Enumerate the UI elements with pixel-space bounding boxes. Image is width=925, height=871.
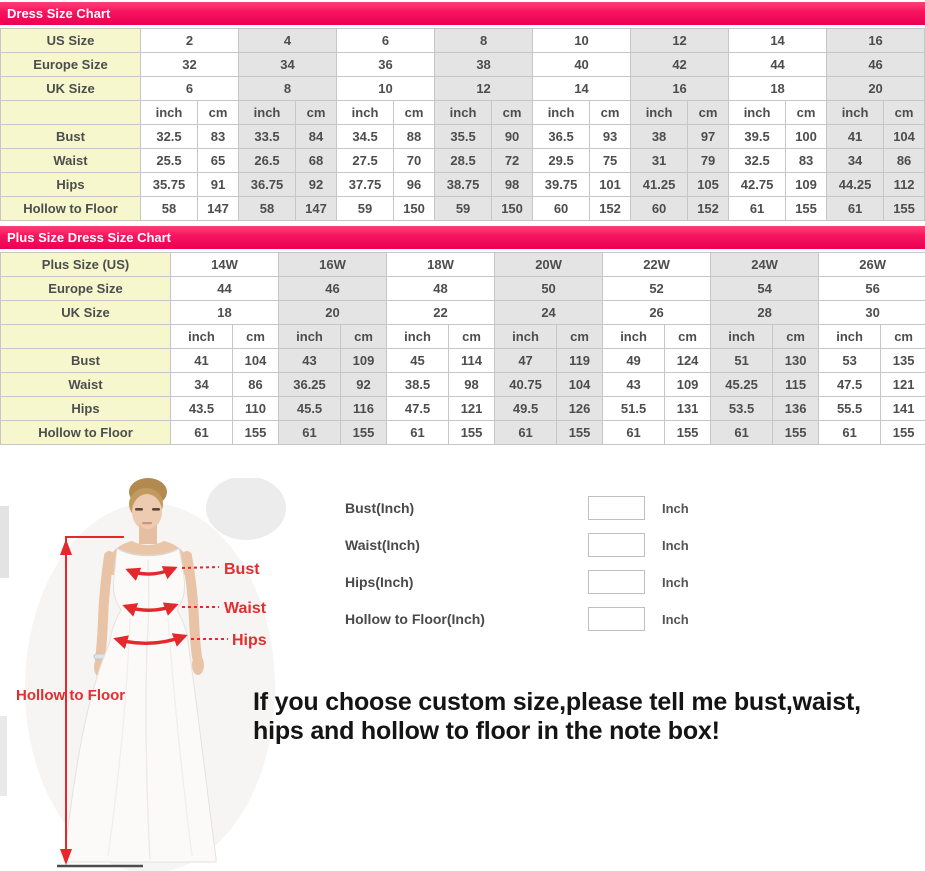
measure-cm-cell: 155 — [786, 197, 827, 221]
size-cell: 28 — [711, 301, 819, 325]
hollow-to-floor-input[interactable] — [588, 607, 645, 631]
unit-cm-cell: cm — [557, 325, 603, 349]
measure-cm-cell: 105 — [688, 173, 729, 197]
measure-cm-cell: 86 — [233, 373, 279, 397]
unit-inch-cell: inch — [141, 101, 198, 125]
bust-measure-label: Bust — [224, 561, 260, 578]
row-label-cell: Waist — [1, 373, 171, 397]
row-label-cell: UK Size — [1, 301, 171, 325]
measure-inch-cell: 25.5 — [141, 149, 198, 173]
size-cell: 12 — [435, 77, 533, 101]
measure-cm-cell: 93 — [590, 125, 631, 149]
unit-cm-cell: cm — [296, 101, 337, 125]
measure-inch-cell: 47.5 — [387, 397, 449, 421]
measure-cm-cell: 109 — [341, 349, 387, 373]
measure-inch-cell: 34 — [827, 149, 884, 173]
measurement-figure-svg — [0, 478, 340, 871]
left-eye — [135, 508, 143, 511]
measure-inch-cell: 35.5 — [435, 125, 492, 149]
measure-cm-cell: 83 — [198, 125, 239, 149]
custom-size-form — [345, 496, 705, 644]
measure-inch-cell: 41.25 — [631, 173, 688, 197]
plus-chart-title: Plus Size Dress Size Chart — [7, 230, 172, 245]
waist-field-label: Waist(Inch) — [345, 537, 420, 553]
bust-form-row — [345, 496, 705, 520]
unit-inch-cell: inch — [711, 325, 773, 349]
unit-inch-cell: inch — [827, 101, 884, 125]
hips-field-label: Hips(Inch) — [345, 574, 414, 590]
measure-cm-cell: 101 — [590, 173, 631, 197]
size-cell: 20 — [827, 77, 925, 101]
measure-inch-cell: 27.5 — [337, 149, 394, 173]
size-cell: 34 — [239, 53, 337, 77]
measure-inch-cell: 38.75 — [435, 173, 492, 197]
row-label-cell — [1, 325, 171, 349]
measure-inch-cell: 28.5 — [435, 149, 492, 173]
measure-cm-cell: 155 — [773, 421, 819, 445]
unit-cm-cell: cm — [341, 325, 387, 349]
measure-cm-cell: 104 — [557, 373, 603, 397]
measure-cm-cell: 155 — [665, 421, 711, 445]
measure-cm-cell: 104 — [233, 349, 279, 373]
measure-cm-cell: 124 — [665, 349, 711, 373]
measure-cm-cell: 155 — [341, 421, 387, 445]
unit-cm-cell: cm — [688, 101, 729, 125]
size-cell: 26W — [819, 253, 925, 277]
hips-form-row — [345, 570, 705, 594]
unit-inch-cell: inch — [819, 325, 881, 349]
measure-cm-cell: 147 — [296, 197, 337, 221]
measure-cm-cell: 147 — [198, 197, 239, 221]
measure-cm-cell: 86 — [884, 149, 925, 173]
measure-inch-cell: 53 — [819, 349, 881, 373]
hips-measure-label: Hips — [232, 632, 267, 649]
size-cell: 26 — [603, 301, 711, 325]
measure-cm-cell: 96 — [394, 173, 435, 197]
standard-size-table — [0, 28, 925, 221]
custom-size-notice — [253, 688, 925, 746]
measure-cm-cell: 88 — [394, 125, 435, 149]
size-cell: 20W — [495, 253, 603, 277]
unit-row — [1, 101, 925, 125]
standard-chart-title-bar — [0, 2, 925, 25]
row-label-cell: Europe Size — [1, 53, 141, 77]
unit-inch-cell: inch — [603, 325, 665, 349]
unit-inch-cell: inch — [729, 101, 786, 125]
size-cell: 16 — [827, 29, 925, 53]
measure-cm-cell: 141 — [881, 397, 925, 421]
measure-inch-cell: 43 — [603, 373, 665, 397]
measure-inch-cell: 43.5 — [171, 397, 233, 421]
size-cell: 36 — [337, 53, 435, 77]
unit-inch-cell: inch — [337, 101, 394, 125]
size-cell: 32 — [141, 53, 239, 77]
measure-cm-cell: 116 — [341, 397, 387, 421]
measure-inch-cell: 49 — [603, 349, 665, 373]
measure-inch-cell: 32.5 — [729, 149, 786, 173]
measure-inch-cell: 51 — [711, 349, 773, 373]
measure-cm-cell: 109 — [665, 373, 711, 397]
unit-cm-cell: cm — [665, 325, 711, 349]
measure-row — [1, 421, 925, 445]
size-cell: 18 — [171, 301, 279, 325]
measure-cm-cell: 150 — [492, 197, 533, 221]
measure-cm-cell: 70 — [394, 149, 435, 173]
measure-inch-cell: 44.25 — [827, 173, 884, 197]
measure-inch-cell: 38.5 — [387, 373, 449, 397]
row-label-cell: UK Size — [1, 77, 141, 101]
measure-cm-cell: 79 — [688, 149, 729, 173]
measure-inch-cell: 61 — [819, 421, 881, 445]
size-row — [1, 29, 925, 53]
measure-inch-cell: 33.5 — [239, 125, 296, 149]
measure-cm-cell: 155 — [557, 421, 603, 445]
bust-field-label: Bust(Inch) — [345, 500, 415, 516]
waist-form-row — [345, 533, 705, 557]
measure-inch-cell: 38 — [631, 125, 688, 149]
measure-inch-cell: 61 — [495, 421, 557, 445]
size-cell: 46 — [827, 53, 925, 77]
size-row — [1, 301, 925, 325]
measure-cm-cell: 84 — [296, 125, 337, 149]
measure-cm-cell: 83 — [786, 149, 827, 173]
size-cell: 40 — [533, 53, 631, 77]
notice-line-1: If you choose custom size,please tell me bust,waist, — [253, 688, 861, 716]
unit-inch-cell: inch — [495, 325, 557, 349]
bust-input[interactable] — [588, 496, 645, 520]
hollow-to-floor-form-row — [345, 607, 705, 631]
measure-inch-cell: 53.5 — [711, 397, 773, 421]
size-cell: 44 — [171, 277, 279, 301]
size-cell: 52 — [603, 277, 711, 301]
size-cell: 16W — [279, 253, 387, 277]
unit-inch-cell: inch — [171, 325, 233, 349]
right-eye — [152, 508, 160, 511]
size-cell: 8 — [435, 29, 533, 53]
unit-cm-cell: cm — [198, 101, 239, 125]
row-label-cell: Hips — [1, 397, 171, 421]
measure-inch-cell: 37.75 — [337, 173, 394, 197]
measure-inch-cell: 61 — [387, 421, 449, 445]
measure-inch-cell: 26.5 — [239, 149, 296, 173]
measure-inch-cell: 39.75 — [533, 173, 590, 197]
unit-inch-cell: inch — [387, 325, 449, 349]
measure-cm-cell: 152 — [590, 197, 631, 221]
bust-unit-label: Inch — [662, 500, 689, 516]
measure-row — [1, 397, 925, 421]
size-cell: 4 — [239, 29, 337, 53]
measure-cm-cell: 98 — [492, 173, 533, 197]
row-label-cell: Bust — [1, 125, 141, 149]
size-cell: 46 — [279, 277, 387, 301]
measure-inch-cell: 31 — [631, 149, 688, 173]
measure-cm-cell: 65 — [198, 149, 239, 173]
measure-inch-cell: 39.5 — [729, 125, 786, 149]
measure-inch-cell: 47.5 — [819, 373, 881, 397]
unit-inch-cell: inch — [533, 101, 590, 125]
measure-row — [1, 149, 925, 173]
measure-cm-cell: 104 — [884, 125, 925, 149]
unit-cm-cell: cm — [394, 101, 435, 125]
measure-cm-cell: 92 — [296, 173, 337, 197]
size-cell: 22 — [387, 301, 495, 325]
measure-cm-cell: 150 — [394, 197, 435, 221]
measure-cm-cell: 155 — [881, 421, 925, 445]
size-cell: 24 — [495, 301, 603, 325]
size-row — [1, 77, 925, 101]
measure-cm-cell: 121 — [881, 373, 925, 397]
size-cell: 48 — [387, 277, 495, 301]
measure-inch-cell: 61 — [603, 421, 665, 445]
unit-inch-cell: inch — [435, 101, 492, 125]
measure-inch-cell: 43 — [279, 349, 341, 373]
measure-cm-cell: 115 — [773, 373, 819, 397]
plus-size-chart-section — [0, 226, 925, 445]
unit-cm-cell: cm — [881, 325, 925, 349]
measure-cm-cell: 72 — [492, 149, 533, 173]
plus-chart-title-bar — [0, 226, 925, 249]
measure-row — [1, 349, 925, 373]
measure-cm-cell: 98 — [449, 373, 495, 397]
measure-cm-cell: 126 — [557, 397, 603, 421]
face — [132, 494, 162, 530]
size-cell: 14W — [171, 253, 279, 277]
measure-cm-cell: 100 — [786, 125, 827, 149]
measure-cm-cell: 155 — [233, 421, 279, 445]
row-label-cell — [1, 101, 141, 125]
measure-inch-cell: 45 — [387, 349, 449, 373]
row-label-cell: Europe Size — [1, 277, 171, 301]
measure-inch-cell: 36.25 — [279, 373, 341, 397]
measure-inch-cell: 41 — [827, 125, 884, 149]
standard-chart-title: Dress Size Chart — [7, 6, 111, 21]
size-cell: 6 — [141, 77, 239, 101]
size-cell: 8 — [239, 77, 337, 101]
unit-cm-cell: cm — [233, 325, 279, 349]
row-label-cell: Plus Size (US) — [1, 253, 171, 277]
measure-row — [1, 173, 925, 197]
measure-inch-cell: 58 — [141, 197, 198, 221]
unit-inch-cell: inch — [239, 101, 296, 125]
measure-row — [1, 197, 925, 221]
notice-line-2: hips and hollow to floor in the note box! — [253, 717, 720, 745]
size-cell: 2 — [141, 29, 239, 53]
size-cell: 16 — [631, 77, 729, 101]
row-label-cell: Waist — [1, 149, 141, 173]
size-row — [1, 53, 925, 77]
measure-inch-cell: 51.5 — [603, 397, 665, 421]
measure-inch-cell: 61 — [729, 197, 786, 221]
measure-cm-cell: 92 — [341, 373, 387, 397]
measure-inch-cell: 45.25 — [711, 373, 773, 397]
row-label-cell: US Size — [1, 29, 141, 53]
measure-cm-cell: 114 — [449, 349, 495, 373]
measure-cm-cell: 91 — [198, 173, 239, 197]
measure-row — [1, 373, 925, 397]
hollow-to-floor-unit-label: Inch — [662, 611, 689, 627]
unit-cm-cell: cm — [773, 325, 819, 349]
measure-cm-cell: 110 — [233, 397, 279, 421]
row-label-cell: Hollow to Floor — [1, 421, 171, 445]
measure-inch-cell: 42.75 — [729, 173, 786, 197]
measure-inch-cell: 61 — [171, 421, 233, 445]
unit-cm-cell: cm — [492, 101, 533, 125]
measure-inch-cell: 35.75 — [141, 173, 198, 197]
unit-cm-cell: cm — [786, 101, 827, 125]
measure-inch-cell: 41 — [171, 349, 233, 373]
measure-cm-cell: 135 — [881, 349, 925, 373]
measure-cm-cell: 75 — [590, 149, 631, 173]
measure-cm-cell: 155 — [449, 421, 495, 445]
measure-inch-cell: 49.5 — [495, 397, 557, 421]
size-cell: 20 — [279, 301, 387, 325]
measure-inch-cell: 36.5 — [533, 125, 590, 149]
mouth — [142, 522, 152, 524]
unit-cm-cell: cm — [884, 101, 925, 125]
measure-cm-cell: 97 — [688, 125, 729, 149]
measure-inch-cell: 60 — [631, 197, 688, 221]
size-cell: 24W — [711, 253, 819, 277]
size-cell: 44 — [729, 53, 827, 77]
measure-inch-cell: 59 — [435, 197, 492, 221]
waist-input[interactable] — [588, 533, 645, 557]
size-cell: 12 — [631, 29, 729, 53]
hollow-to-floor-label: Hollow to Floor — [16, 687, 126, 704]
measure-row — [1, 125, 925, 149]
size-row — [1, 253, 925, 277]
measure-inch-cell: 34 — [171, 373, 233, 397]
size-cell: 6 — [337, 29, 435, 53]
waist-measure-label: Waist — [224, 600, 267, 617]
measure-cm-cell: 109 — [786, 173, 827, 197]
plus-size-table — [0, 252, 925, 445]
measure-inch-cell: 55.5 — [819, 397, 881, 421]
row-label-cell: Bust — [1, 349, 171, 373]
measure-cm-cell: 131 — [665, 397, 711, 421]
size-cell: 18W — [387, 253, 495, 277]
size-cell: 14 — [533, 77, 631, 101]
measure-inch-cell: 29.5 — [533, 149, 590, 173]
unit-cm-cell: cm — [449, 325, 495, 349]
measure-cm-cell: 152 — [688, 197, 729, 221]
measure-inch-cell: 32.5 — [141, 125, 198, 149]
hollow-to-floor-field-label: Hollow to Floor(Inch) — [345, 611, 485, 627]
measure-inch-cell: 40.75 — [495, 373, 557, 397]
measure-inch-cell: 45.5 — [279, 397, 341, 421]
measure-inch-cell: 60 — [533, 197, 590, 221]
hips-unit-label: Inch — [662, 574, 689, 590]
row-label-cell: Hollow to Floor — [1, 197, 141, 221]
measurement-figure — [0, 478, 340, 871]
size-cell: 10 — [337, 77, 435, 101]
size-cell: 42 — [631, 53, 729, 77]
size-cell: 50 — [495, 277, 603, 301]
measure-cm-cell: 121 — [449, 397, 495, 421]
measure-cm-cell: 136 — [773, 397, 819, 421]
unit-row — [1, 325, 925, 349]
measure-inch-cell: 59 — [337, 197, 394, 221]
standard-size-chart-section — [0, 2, 925, 221]
size-cell: 54 — [711, 277, 819, 301]
measure-inch-cell: 36.75 — [239, 173, 296, 197]
size-cell: 38 — [435, 53, 533, 77]
size-cell: 56 — [819, 277, 925, 301]
measure-inch-cell: 34.5 — [337, 125, 394, 149]
measure-cm-cell: 155 — [884, 197, 925, 221]
hips-input[interactable] — [588, 570, 645, 594]
unit-cm-cell: cm — [590, 101, 631, 125]
measure-cm-cell: 112 — [884, 173, 925, 197]
size-cell: 18 — [729, 77, 827, 101]
unit-inch-cell: inch — [631, 101, 688, 125]
unit-inch-cell: inch — [279, 325, 341, 349]
measure-inch-cell: 61 — [827, 197, 884, 221]
measure-cm-cell: 119 — [557, 349, 603, 373]
measure-cm-cell: 68 — [296, 149, 337, 173]
size-cell: 22W — [603, 253, 711, 277]
size-cell: 10 — [533, 29, 631, 53]
measure-inch-cell: 61 — [279, 421, 341, 445]
right-hand — [192, 655, 204, 675]
measure-cm-cell: 90 — [492, 125, 533, 149]
measure-inch-cell: 61 — [711, 421, 773, 445]
waist-unit-label: Inch — [662, 537, 689, 553]
measure-inch-cell: 58 — [239, 197, 296, 221]
size-cell: 30 — [819, 301, 925, 325]
size-cell: 14 — [729, 29, 827, 53]
row-label-cell: Hips — [1, 173, 141, 197]
size-row — [1, 277, 925, 301]
measure-inch-cell: 47 — [495, 349, 557, 373]
measure-cm-cell: 130 — [773, 349, 819, 373]
